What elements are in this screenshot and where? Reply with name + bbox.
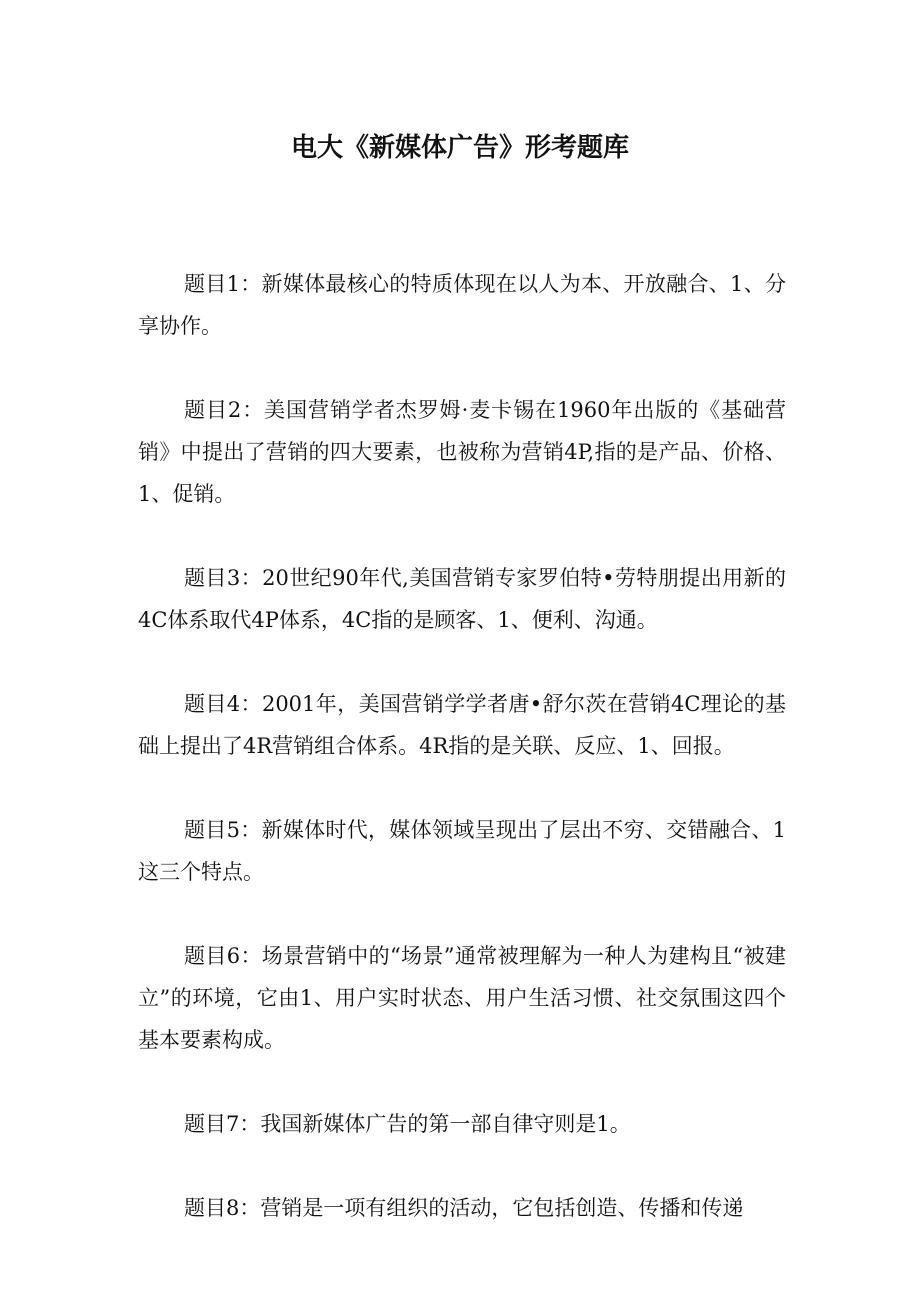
- question-item-4: 题目4：2001年，美国营销学学者唐•舒尔茨在营销4C理论的基础上提出了4R营销组合体系。4R指的是关联、反应、1、回报。: [138, 692, 786, 758]
- question-item-6: 题目6：场景营销中的“场景”通常被理解为一种人为建构且“被建立”的环境，它由1、用户实时状态、用户生活习惯、社交氛围这四个基本要素构成。: [138, 944, 786, 1052]
- question-item-3: 题目3：20世纪90年代,美国营销专家罗伯特•劳特朋提出用新的4C体系取代4P体系，4C指的是顾客、1、便利、沟通。: [138, 566, 786, 632]
- question-item-8: 题目8：营销是一项有组织的活动，它包括创造、传播和传递: [184, 1196, 744, 1220]
- document-title: 电大《新媒体广告》形考题库: [290, 133, 629, 163]
- question-list: [138, 263, 786, 1271]
- question-item-1: 题目1：新媒体最核心的特质体现在以人为本、开放融合、1、分享协作。: [138, 272, 786, 338]
- question-item-2: 题目2：美国营销学者杰罗姆·麦卡锡在1960年出版的《基础营销》中提出了营销的四大要素，也被称为营销4P,指的是产品、价格、1、促销。: [138, 398, 786, 506]
- question-item-7: 题目7：我国新媒体广告的第一部自律守则是1。: [184, 1112, 631, 1136]
- question-item-5: 题目5：新媒体时代，媒体领域呈现出了层出不穷、交错融合、1这三个特点。: [138, 818, 786, 884]
